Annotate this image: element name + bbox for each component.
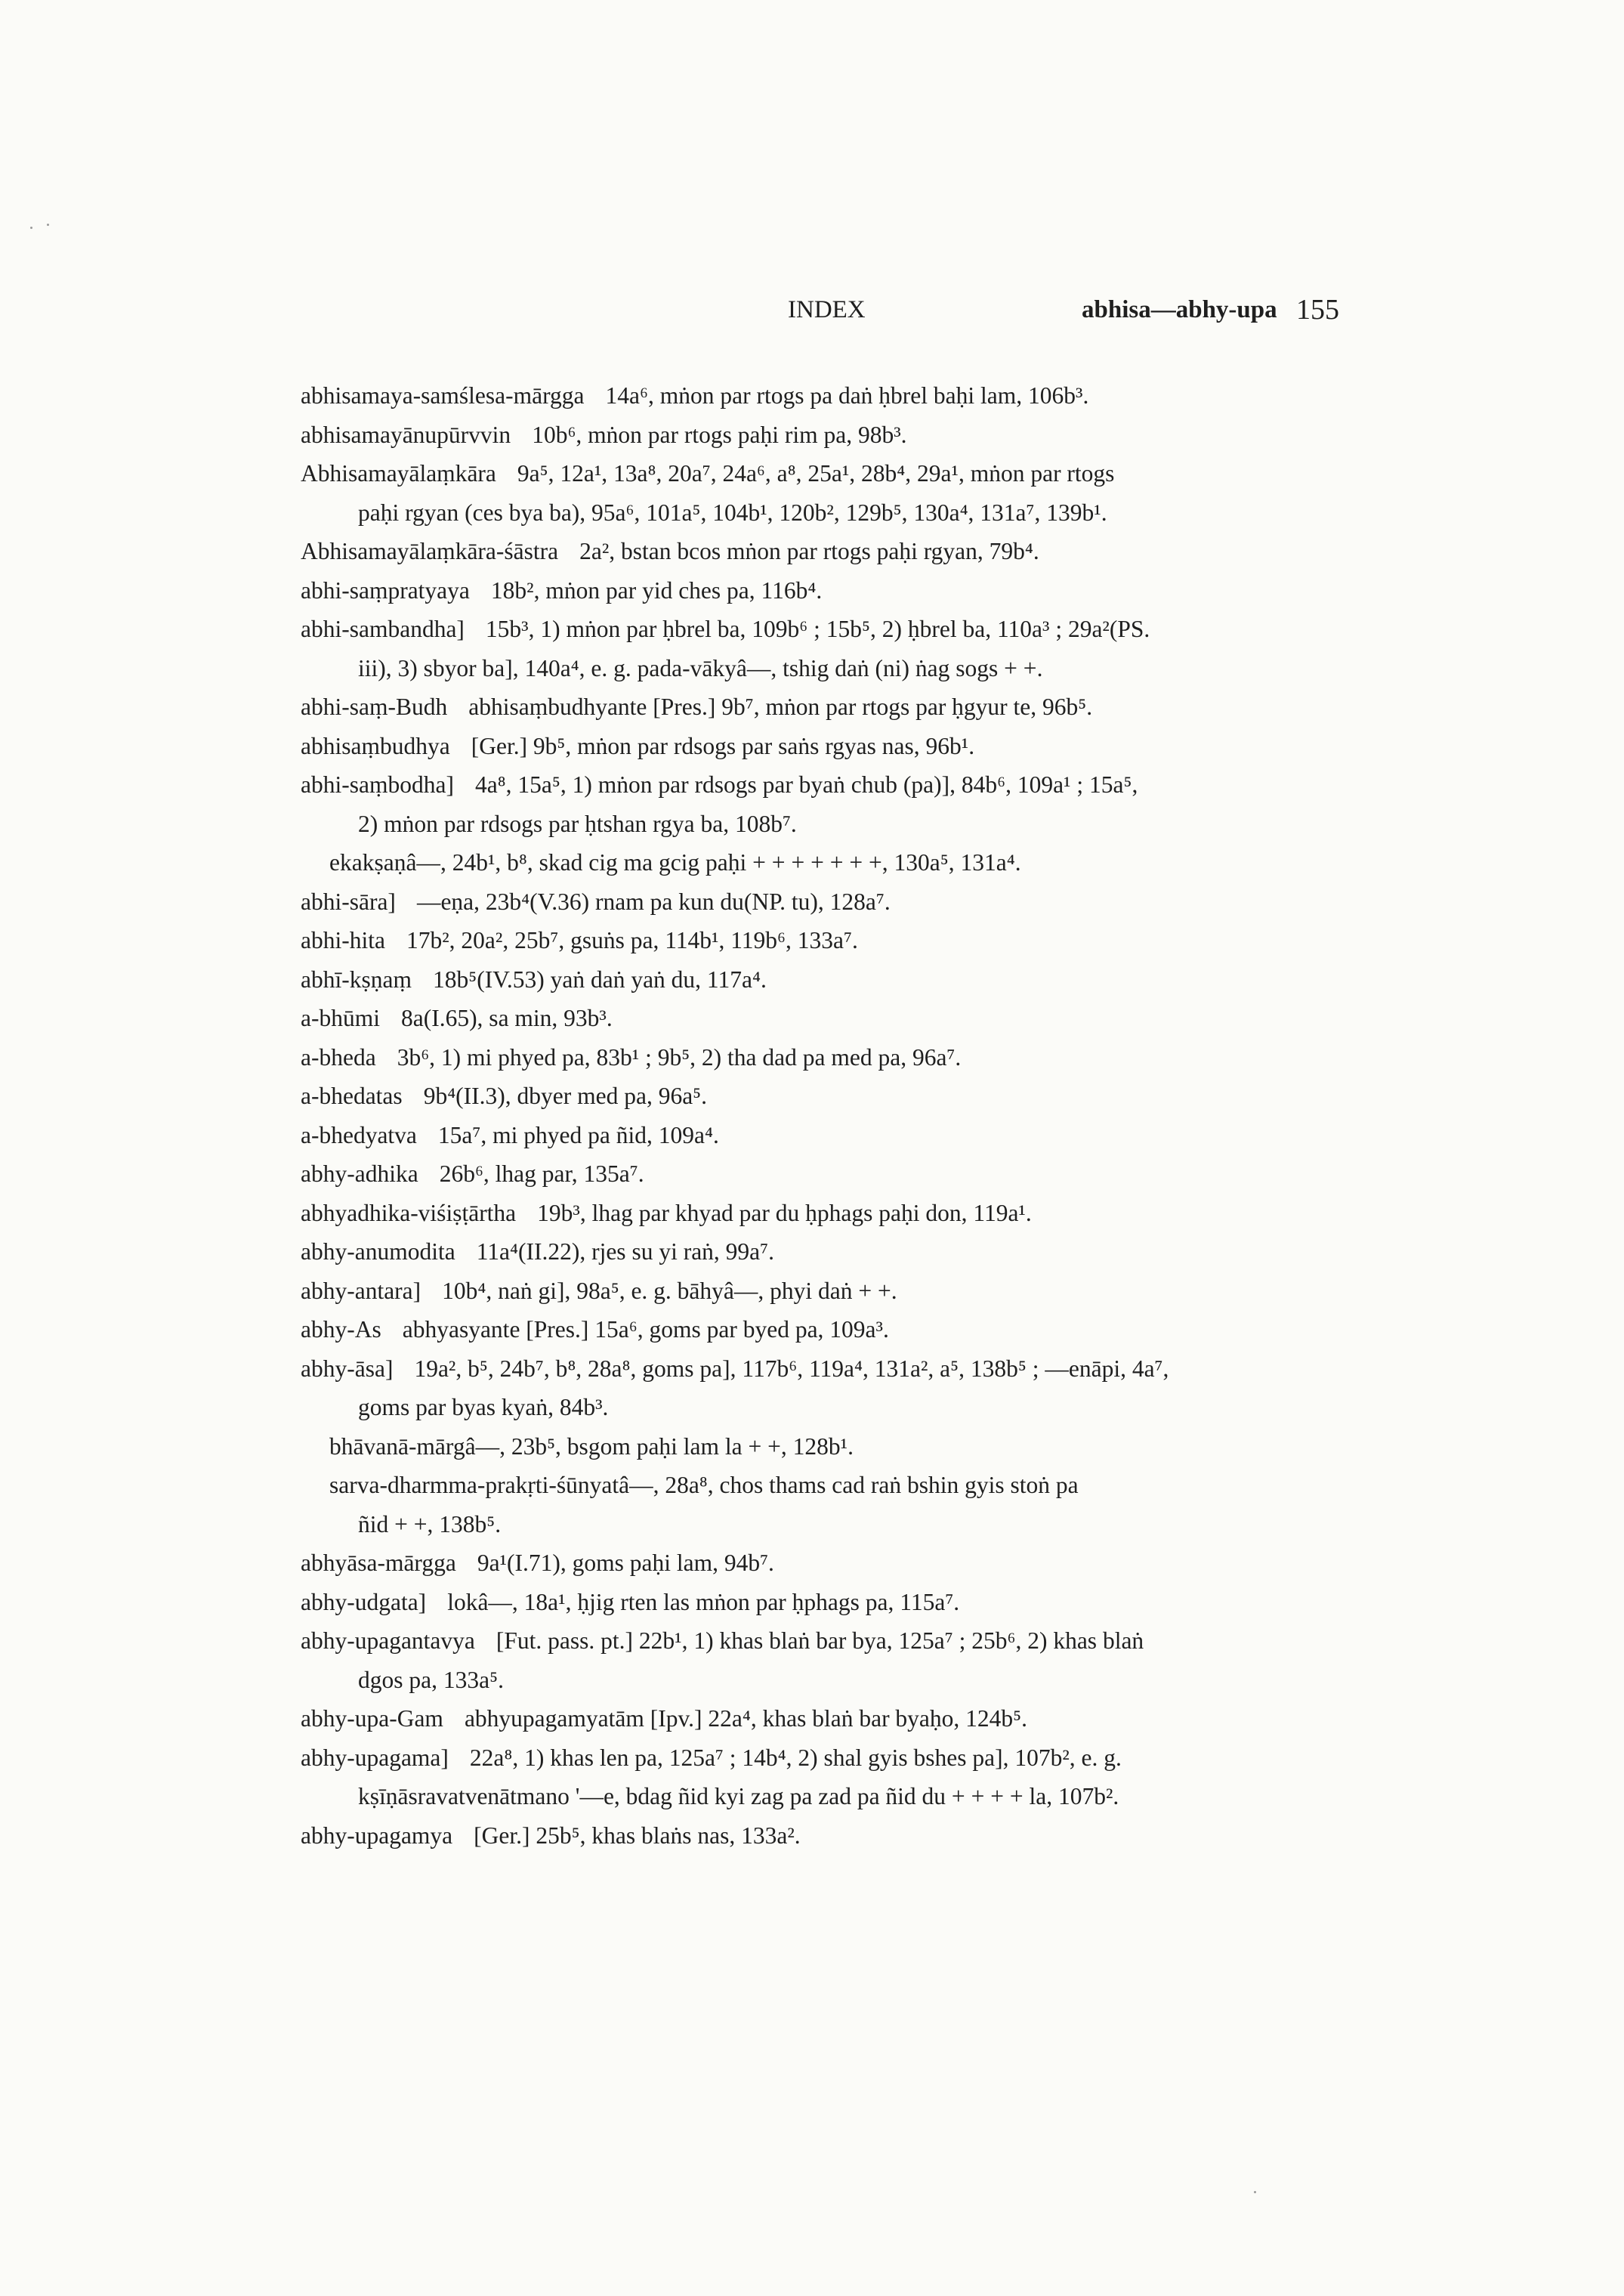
headword: abhy-āsa] [301,1355,394,1382]
index-entry [301,1699,1388,1738]
entry-text: 22a⁸, 1) khas len pa, 125a⁷ ; 14b⁴, 2) shal gyis bshes pa], 107b², e. g. [469,1744,1122,1771]
headword: sarva-dharmma-prakṛti-śūnyatâ— [329,1472,653,1498]
entry-continuation: ñid + +, 138b⁵. [358,1510,502,1537]
entry-text: 15a⁷, mi phyed pa ñid, 109a⁴. [437,1121,719,1148]
headword: abhi-sāra] [301,888,396,915]
headword: abhi-saṃ-Budh [301,694,448,720]
headword: abhisamaya-samślesa-mārgga [301,382,585,409]
headword: ekakṣaṇâ— [329,849,440,876]
index-entry [301,532,1388,571]
headword: abhy-anumodita [301,1238,455,1265]
entry-text: 26b⁶, lhag par, 135a⁷. [439,1160,644,1187]
headword: abhy-upagantavya [301,1627,475,1654]
entry-text: [Ger.] 25b⁵, khas blaṅs nas, 133a². [474,1822,801,1849]
entry-text: , 24b¹, b⁸, skad cig ma gcig paḥi + + + + + + +, 130a⁵, 131a⁴. [440,849,1021,876]
entry-text: 8a(I.65), sa min, 93b³. [400,1005,613,1031]
entry-text: 15b³, 1) mṅon par ḥbrel ba, 109b⁶ ; 15b⁵, 2) ḥbrel ba, 110a³ ; 29a²(PS. [485,616,1150,642]
entry-text: 10b⁴, naṅ gi], 98a⁵, e. g. bāhyâ—, phyi daṅ + +. [442,1277,897,1304]
headword: abhī-kṣṇaṃ [301,966,412,993]
index-entry [301,1232,1388,1272]
index-entry [301,610,1388,688]
running-title: INDEX [788,296,866,323]
index-entry [301,688,1388,727]
entry-text: abhyasyante [Pres.] 15a⁶, goms par byed pa, 109a³. [402,1316,889,1343]
page-header [0,296,1624,332]
entry-text: 17b², 20a², 25b⁷, gsuṅs pa, 114b¹, 119b⁶, 133a⁷. [406,927,858,953]
entry-text: abhisaṃbudhyante [Pres.] 9b⁷, mṅon par rtogs par ḥgyur te, 96b⁵. [468,694,1093,720]
entry-continuation: 2) mṅon par rdsogs par ḥtshan rgya ba, 108b⁷. [358,810,797,837]
headword: abhy-upa-Gam [301,1705,443,1732]
index-entry [301,1272,1388,1311]
entry-text: , 28a⁸, chos thams cad raṅ bshin gyis stoṅ pa [653,1472,1079,1498]
index-entry [301,1544,1388,1583]
index-entry [301,376,1388,416]
entry-text: , 23b⁵, bsgom paḥi lam la + +, 128b¹. [499,1432,854,1460]
index-entry [301,1738,1388,1816]
index-entry [301,1466,1388,1544]
headword: a-bhūmi [301,1005,380,1031]
entry-continuation: iii), 3) sbyor ba], 140a⁴, e. g. pada-vākyâ—, tshig daṅ (ni) ṅag sogs + +. [358,654,1043,681]
entry-continuation: dgos pa, 133a⁵. [358,1666,504,1693]
entry-text: 10b⁶, mṅon par rtogs paḥi rim pa, 98b³. [532,421,907,448]
entry-text: 2a², bstan bcos mṅon par rtogs paḥi rgyan, 79b⁴. [579,538,1039,564]
entry-continuation: paḥi rgyan (ces bya ba), 95a⁶, 101a⁵, 104b¹, 120b², 129b⁵, 130a⁴, 131a⁷, 139b¹. [358,499,1107,526]
entry-text: abhyupagamyatām [Ipv.] 22a⁴, khas blaṅ bar byaḥo, 124b⁵. [464,1705,1028,1732]
index-entry [301,1583,1388,1622]
headword: a-bhedyatva [301,1121,417,1148]
headword: abhi-saṃpratyaya [301,576,470,604]
index-entry [301,727,1388,766]
headword: abhy-upagamya [301,1822,453,1849]
headword: abhisamayānupūrvvin [301,421,511,448]
index-entry [301,843,1388,882]
entry-text: 19b³, lhag par khyad par du ḥphags paḥi don, 119a¹. [537,1199,1032,1226]
index-entry [301,1349,1388,1427]
headword: abhy-upagama] [301,1744,449,1771]
headword: Abhisamayālaṃkāra [301,460,496,487]
headword: abhy-antara] [301,1277,421,1304]
entry-text: 9a⁵, 12a¹, 13a⁸, 20a⁷, 24a⁶, a⁸, 25a¹, 28b⁴, 29a¹, mṅon par rtogs [517,460,1115,487]
entry-continuation: goms par byas kyaṅ, 84b³. [358,1394,609,1420]
headword: abhyāsa-mārgga [301,1550,456,1576]
entry-text: [Ger.] 9b⁵, mṅon par rdsogs par saṅs rgyas nas, 96b¹. [471,732,975,759]
index-entry [301,921,1388,960]
entry-text: 9a¹(I.71), goms paḥi lam, 94b⁷. [477,1550,774,1576]
entry-text: 18b⁵(IV.53) yaṅ daṅ yaṅ du, 117a⁴. [432,966,767,993]
index-entry [301,1154,1388,1194]
index-entries [301,376,1388,1855]
page-number: 155 [1296,294,1339,326]
scan-speck [47,224,49,226]
headword: abhi-saṃbodha] [301,771,454,798]
index-entry [301,882,1388,922]
index-entry [301,1116,1388,1155]
scan-speck [1254,2191,1256,2193]
entry-text: 4a⁸, 15a⁵, 1) mṅon par rdsogs par byaṅ chub (pa)], 84b⁶, 109a¹ ; 15a⁵, [474,771,1138,798]
entry-text: 11a⁴(II.22), rjes su yi raṅ, 99a⁷. [476,1238,775,1265]
index-entry [301,1077,1388,1116]
entry-text: [Fut. pass. pt.] 22b¹, 1) khas blaṅ bar bya, 125a⁷ ; 25b⁶, 2) khas blaṅ [496,1627,1144,1654]
index-entry [301,1427,1388,1466]
index-entry [301,1621,1388,1699]
index-entry [301,999,1388,1038]
headword: abhy-adhika [301,1160,418,1187]
entry-range: abhisa—abhy-upa [1082,296,1277,323]
index-entry [301,416,1388,455]
headword: a-bheda [301,1043,376,1071]
entry-text: 3b⁶, 1) mi phyed pa, 83b¹ ; 9b⁵, 2) tha dad pa med pa, 96a⁷. [397,1043,962,1071]
headword: abhi-sambandha] [301,616,465,642]
entry-text: lokâ—, 18a¹, ḥjig rten las mṅon par ḥphags pa, 115a⁷. [447,1588,960,1615]
index-entry [301,960,1388,1000]
entry-text: 9b⁴(II.3), dbyer med pa, 96a⁵. [423,1083,708,1109]
headword: Abhisamayālaṃkāra-śāstra [301,538,559,564]
entry-text: 19a², b⁵, 24b⁷, b⁸, 28a⁸, goms pa], 117b⁶, 119a⁴, 131a², a⁵, 138b⁵ ; —enāpi, 4a⁷, [414,1355,1169,1382]
entry-text: 18b², mṅon par yid ches pa, 116b⁴. [490,576,823,604]
headword: abhi-hita [301,927,385,953]
index-entry [301,1816,1388,1856]
entry-continuation: kṣīṇāsravatvenātmano '—e, bdag ñid kyi zag pa zad pa ñid du + + + + la, 107b². [358,1783,1119,1809]
index-entry [301,1194,1388,1233]
index-entry [301,571,1388,610]
headword: a-bhedatas [301,1083,403,1109]
index-entry [301,1310,1388,1349]
index-entry [301,1038,1388,1077]
entry-text: —eṇa, 23b⁴(V.36) rnam pa kun du(NP. tu), 128a⁷. [416,888,891,915]
headword: abhy-As [301,1316,381,1343]
index-entry [301,454,1388,532]
headword: bhāvanā-mārgâ— [329,1432,500,1460]
scan-speck [30,227,32,229]
headword: abhy-udgata] [301,1588,427,1615]
index-entry [301,765,1388,843]
entry-text: 14a⁶, mṅon par rtogs pa daṅ ḥbrel baḥi lam, 106b³. [605,382,1089,409]
headword: abhyadhika-viśiṣṭārtha [301,1199,517,1226]
headword: abhisaṃbudhya [301,732,450,759]
